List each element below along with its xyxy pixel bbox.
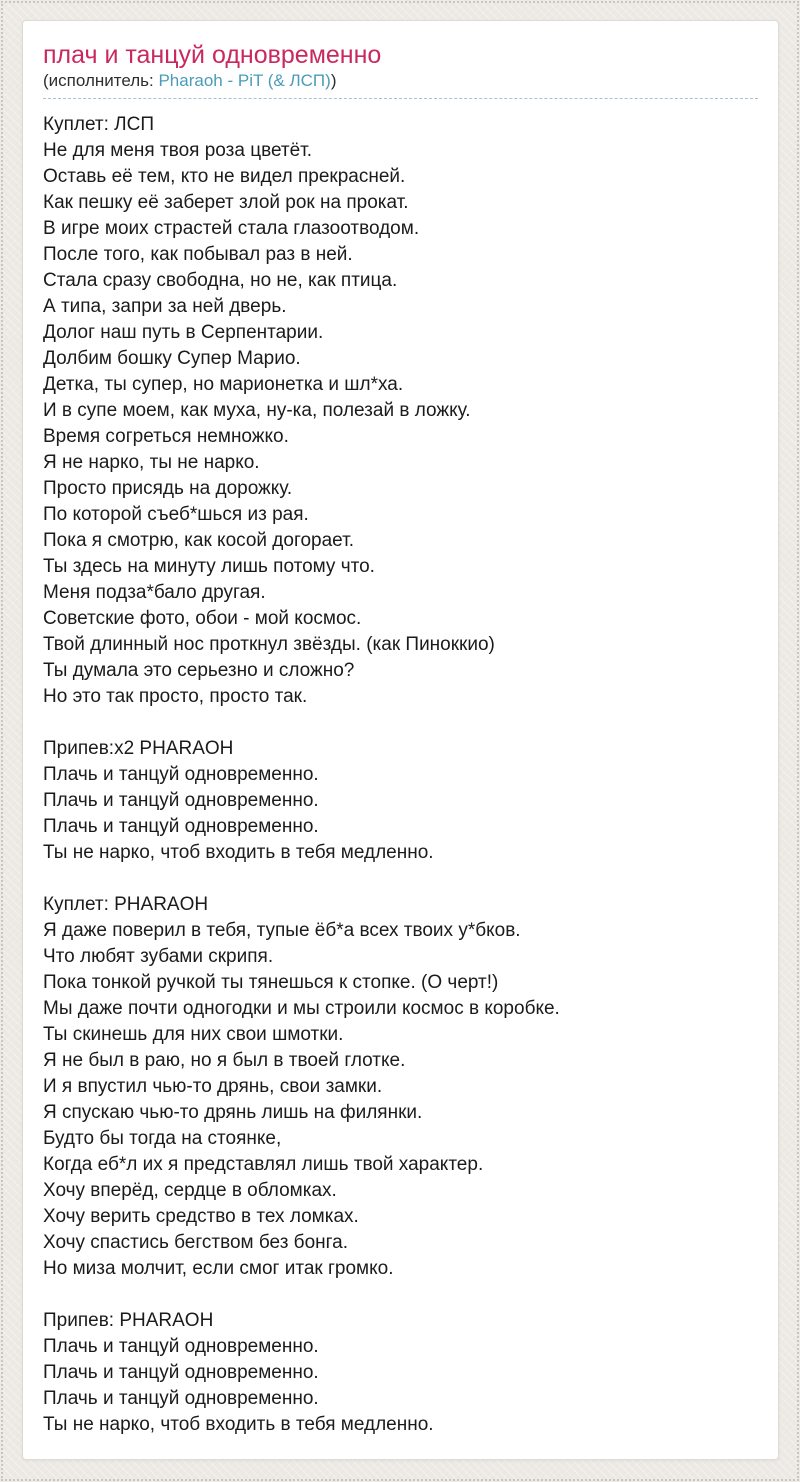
- lyric-line: Ты думала это серьезно и сложно?: [43, 660, 355, 681]
- lyric-line: Куплет: ЛСП: [43, 114, 154, 135]
- artist-suffix: ): [330, 71, 337, 90]
- lyric-line: Пока тонкой ручкой ты тянешься к стопке. (О черт!): [43, 972, 499, 993]
- lyric-line: Плачь и танцуй одновременно.: [43, 816, 319, 837]
- lyric-line: Долбим бошку Супер Марио.: [43, 348, 301, 369]
- lyric-line: Ты не нарко, чтоб входить в тебя медленно.: [43, 1414, 434, 1435]
- artist-line: [43, 70, 758, 99]
- lyric-line: Когда еб*л их я представлял лишь твой характер.: [43, 1154, 484, 1175]
- lyrics: [43, 112, 758, 1438]
- stanza: [43, 112, 758, 710]
- lyric-line: Время согреться немножко.: [43, 426, 289, 447]
- lyric-line: Плачь и танцуй одновременно.: [43, 1362, 319, 1383]
- lyric-line: Твой длинный нос проткнул звёзды. (как Пиноккио): [43, 634, 495, 655]
- lyric-line: Припев: PHARAOH: [43, 1310, 214, 1331]
- lyric-line: Как пешку её заберет злой рок на прокат.: [43, 192, 409, 213]
- lyric-line: По которой съеб*шься из рая.: [43, 504, 309, 525]
- lyric-line: Но миза молчит, если смог итак громко.: [43, 1258, 394, 1279]
- song-title: плач и танцуй одновременно: [43, 41, 382, 69]
- lyric-line: Хочу спастись бегством без бонга.: [43, 1232, 348, 1253]
- lyric-line: Пока я смотрю, как косой догорает.: [43, 530, 354, 551]
- artist-link[interactable]: Pharaoh - PiT (& ЛСП): [158, 71, 331, 90]
- lyric-line: Детка, ты супер, но марионетка и шл*ха.: [43, 374, 404, 395]
- lyric-line: Плачь и танцуй одновременно.: [43, 1336, 319, 1357]
- stanza: [43, 1308, 758, 1438]
- lyric-line: Я спускаю чью-то дрянь лишь на филянки.: [43, 1102, 423, 1123]
- lyric-line: Долог наш путь в Серпентарии.: [43, 322, 324, 343]
- lyric-line: Меня подза*бало другая.: [43, 582, 266, 603]
- lyric-line: Я не был в раю, но я был в твоей глотке.: [43, 1050, 406, 1071]
- lyric-line: И я впустил чью-то дрянь, свои замки.: [43, 1076, 383, 1097]
- artist-prefix: (исполнитель:: [43, 71, 159, 90]
- lyric-line: И в супе моем, как муха, ну-ка, полезай в ложку.: [43, 400, 471, 421]
- lyrics-card: [22, 20, 779, 1460]
- lyric-line: Оставь её тем, кто не видел прекрасней.: [43, 166, 406, 187]
- lyric-line: Плачь и танцуй одновременно.: [43, 790, 319, 811]
- lyric-line: Ты не нарко, чтоб входить в тебя медленно.: [43, 842, 434, 863]
- lyric-line: Я не нарко, ты не нарко.: [43, 452, 260, 473]
- lyric-line: Хочу верить средство в тех ломках.: [43, 1206, 359, 1227]
- lyric-line: Хочу вперёд, сердце в обломках.: [43, 1180, 337, 1201]
- lyric-line: После того, как побывал раз в ней.: [43, 244, 353, 265]
- lyric-line: Куплет: PHARAOH: [43, 894, 209, 915]
- lyric-line: Советские фото, обои - мой космос.: [43, 608, 362, 629]
- lyric-line: Плачь и танцуй одновременно.: [43, 764, 319, 785]
- lyric-line: Я даже поверил в тебя, тупые ёб*а всех твоих у*бков.: [43, 920, 521, 941]
- lyric-line: Но это так просто, просто так.: [43, 686, 308, 707]
- lyric-line: Мы даже почти одногодки и мы строили космос в коробке.: [43, 998, 560, 1019]
- lyric-line: Ты скинешь для них свои шмотки.: [43, 1024, 344, 1045]
- lyric-line: Что любят зубами скрипя.: [43, 946, 274, 967]
- lyric-line: А типа, запри за ней дверь.: [43, 296, 287, 317]
- stanza: [43, 892, 758, 1282]
- lyric-line: Плачь и танцуй одновременно.: [43, 1388, 319, 1409]
- lyric-line: В игре моих страстей стала глазоотводом.: [43, 218, 420, 239]
- lyric-line: Не для меня твоя роза цветёт.: [43, 140, 313, 161]
- lyric-line: Припев:x2 PHARAOH: [43, 738, 234, 759]
- lyric-line: Ты здесь на минуту лишь потому что.: [43, 556, 375, 577]
- lyric-line: Просто присядь на дорожку.: [43, 478, 293, 499]
- lyric-line: Стала сразу свободна, но не, как птица.: [43, 270, 398, 291]
- lyric-line: Будто бы тогда на стоянке,: [43, 1128, 282, 1149]
- stanza: [43, 736, 758, 866]
